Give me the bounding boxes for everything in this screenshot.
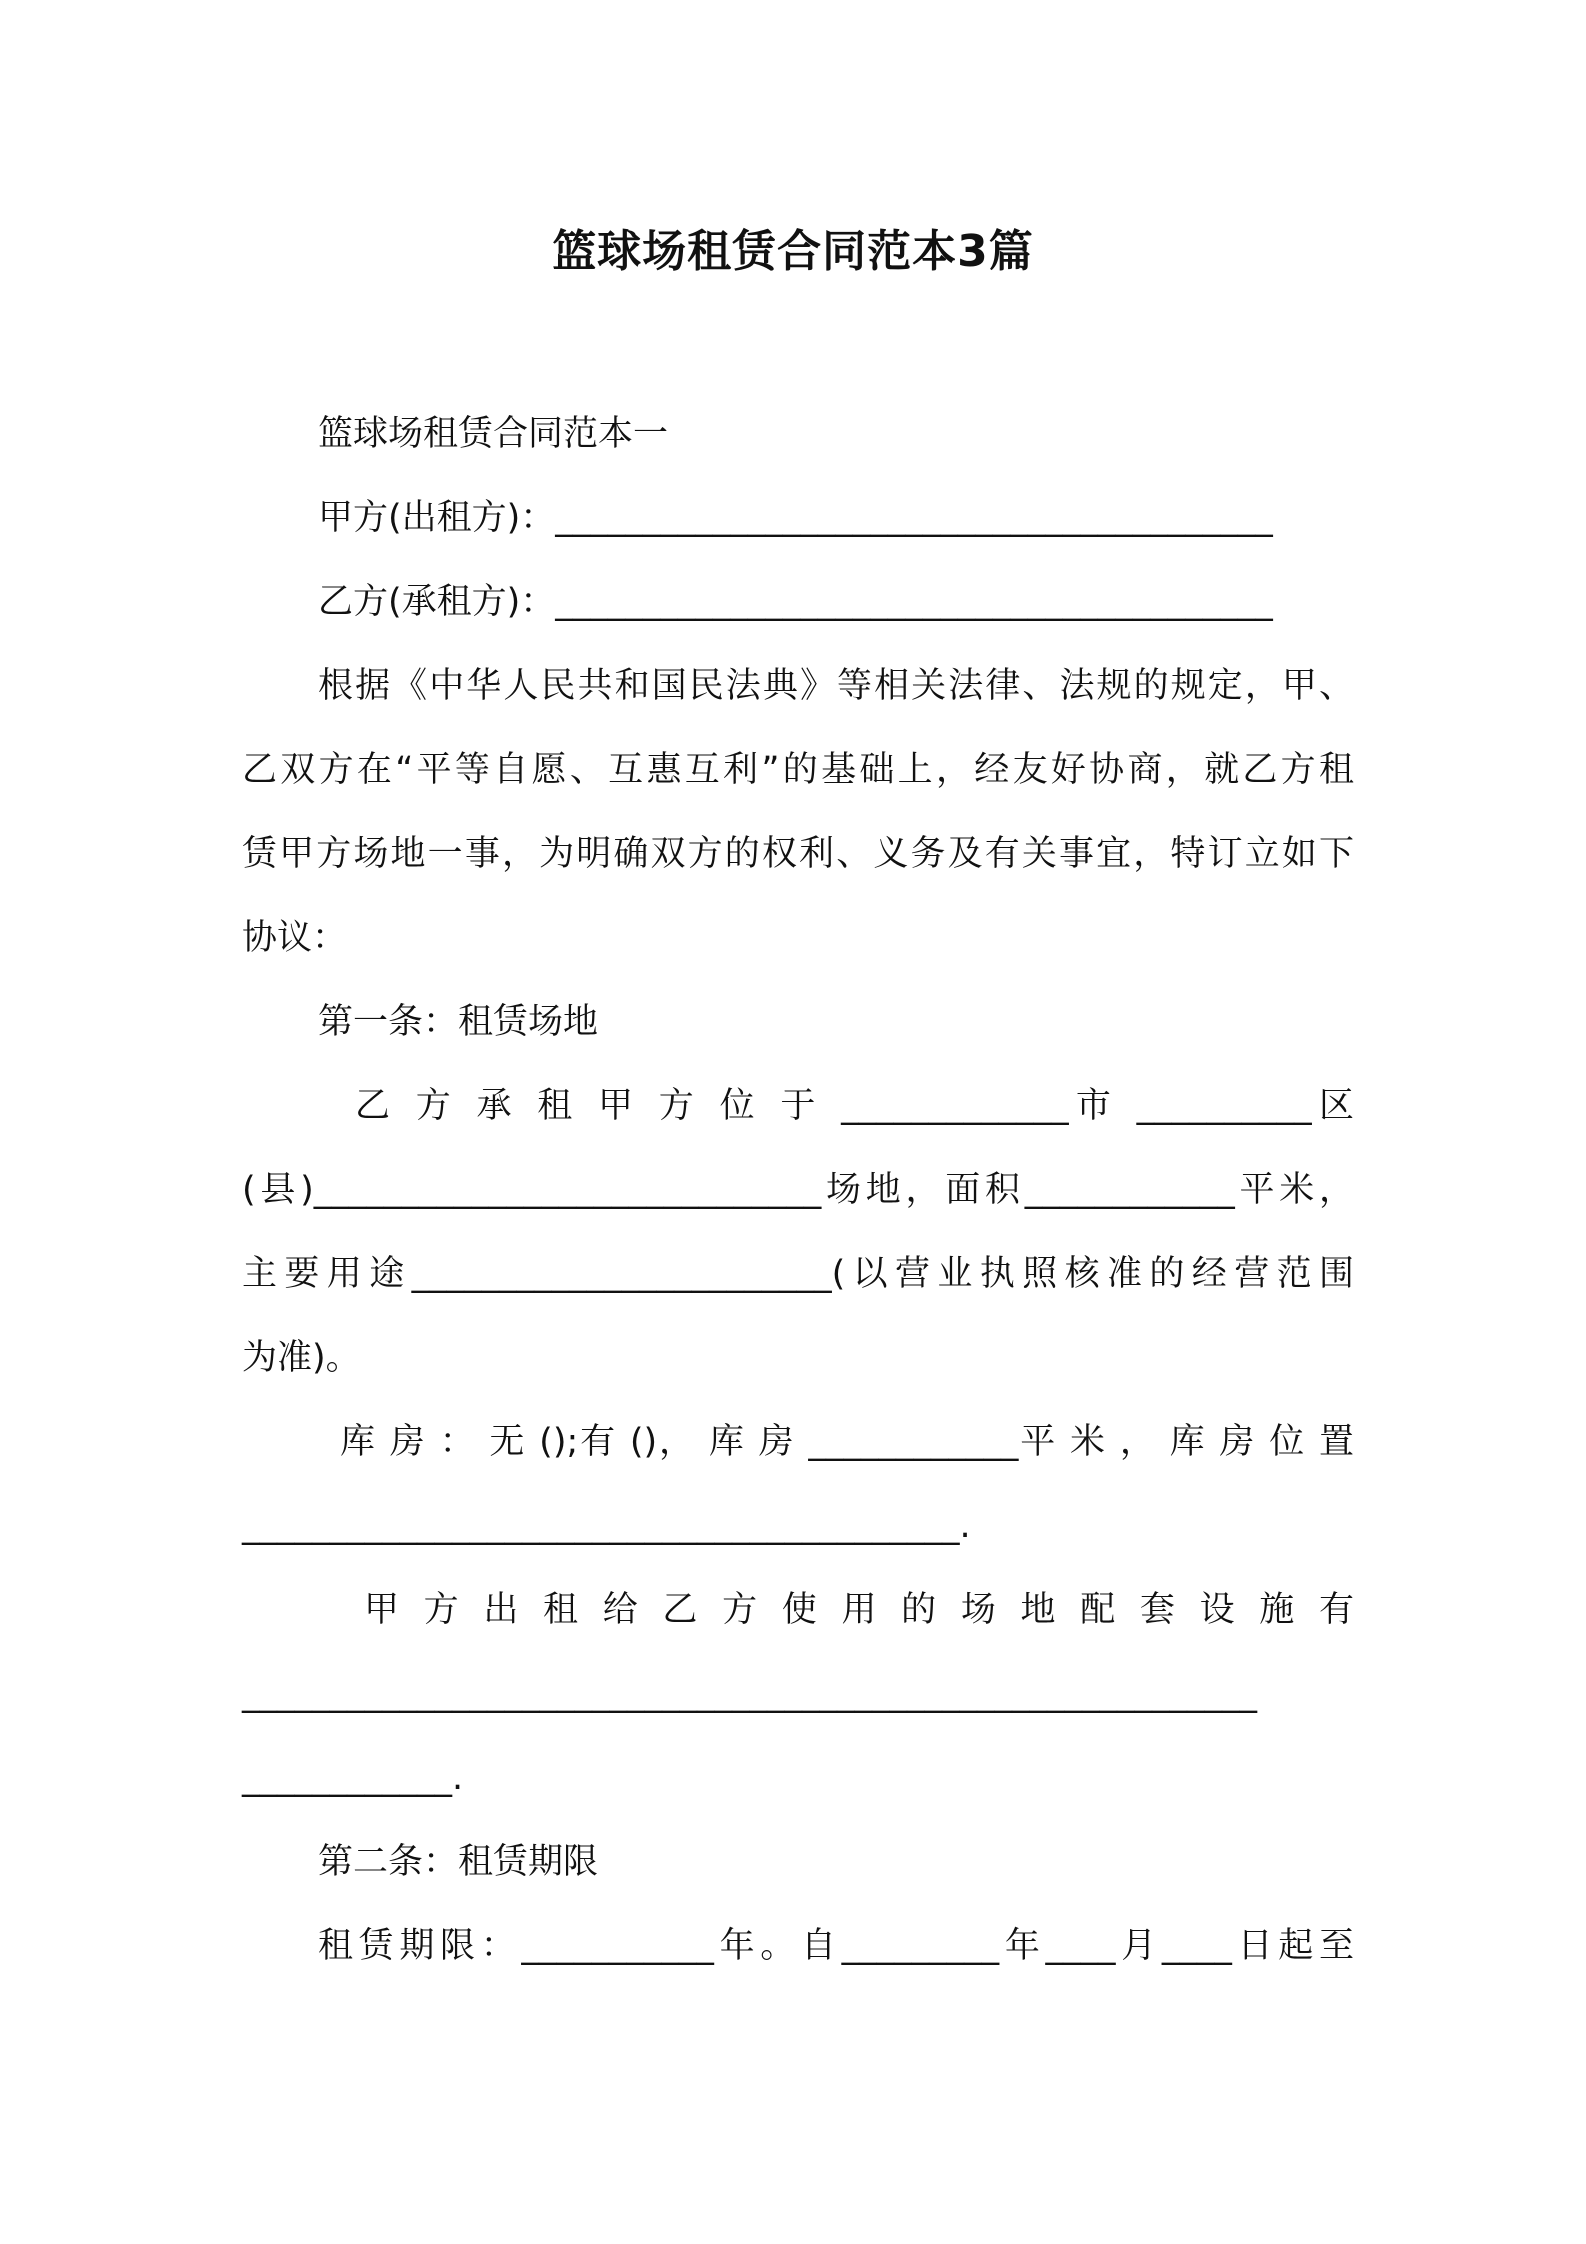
facilities-blank-1: __________________________________________________________ [242, 1674, 1257, 1714]
party-a-line: 甲方(出租方)：_________________________________________ [318, 498, 1273, 538]
preamble-line-4: 协议： [242, 918, 348, 958]
storage-location-blank: _________________________________________. [242, 1506, 971, 1546]
facilities-line: 甲 方 出 租 给 乙 方 使 用 的 场 地 配 套 设 施 有 [364, 1590, 1354, 1630]
subtitle-sample-one: 篮球场租赁合同范本一 [318, 414, 669, 454]
facilities-blank-2: ____________. [242, 1758, 464, 1798]
preamble-line-1: 根据《中华人民共和国民法典》等相关法律、法规的规定，甲、 [318, 666, 1354, 706]
page-title: 篮球场租赁合同范本3篇 [552, 226, 1034, 277]
preamble-line-3: 赁甲方场地一事，为明确双方的权利、义务及有关事宜，特订立如下 [242, 834, 1354, 874]
preamble-line-2: 乙双方在“平等自愿、互惠互利”的基础上，经友好协商，就乙方租 [242, 750, 1354, 790]
article-one-heading: 第一条：租赁场地 [318, 1002, 599, 1042]
article-one-line-3: 主要用途________________________(以营业执照核准的经营范围 [242, 1254, 1354, 1294]
article-one-line-1: 乙 方 承 租 甲 方 位 于 _____________市 __________区 [355, 1086, 1354, 1126]
article-one-line-4: 为准)。 [242, 1338, 361, 1378]
lease-term-line: 租赁期限：___________年。自_________年____月____日起至 [318, 1926, 1354, 1966]
article-two-heading: 第二条：租赁期限 [318, 1842, 599, 1882]
party-b-line: 乙方(承租方)：_________________________________________ [318, 582, 1273, 622]
storage-line: 库 房 ： 无 ();有 ()， 库 房 ____________平 米 ， 库 房 位 置 [340, 1422, 1354, 1462]
article-one-line-2: (县)_____________________________场地，面积____________平米， [242, 1170, 1354, 1210]
